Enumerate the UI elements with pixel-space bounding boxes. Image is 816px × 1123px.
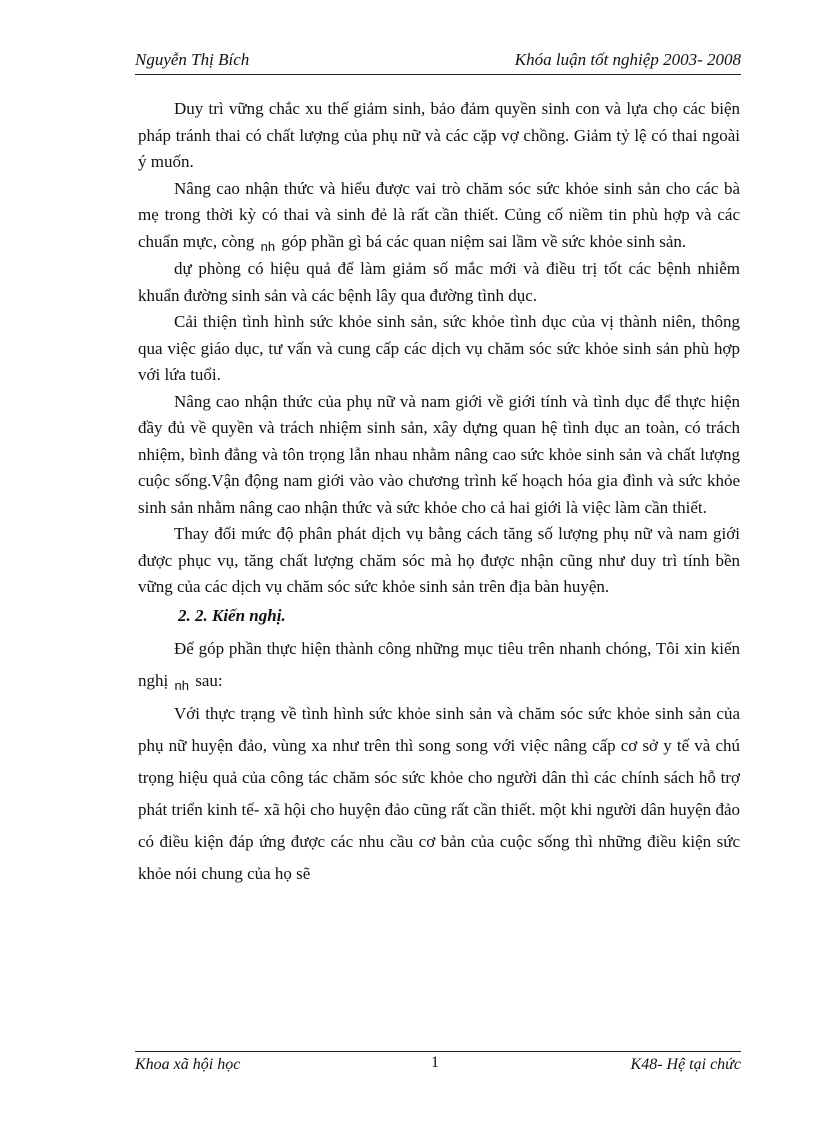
paragraph-2-nh: nh xyxy=(260,238,276,254)
header-author: Nguyễn Thị Bích xyxy=(135,50,250,69)
paragraph-2-part-b: góp phần gì bá các quan niệm sai lầm về sức khỏe sinh sản. xyxy=(281,231,687,251)
footer-class: K48- Hệ tại chức xyxy=(630,1056,741,1073)
footer-page-number: 1 xyxy=(431,1054,439,1071)
paragraph-2-part-a: Nâng cao nhận thức và hiểu được vai trò chăm sóc sức khỏe sinh sản cho các bà mẹ trong thời kỳ có thai và sinh đẻ là rất cần thiết. Củng cố niềm tin phù hợp và các chuẩn mực, còng xyxy=(138,178,740,251)
paragraph-7-part-a: Để góp phần thực hiện thành công những mục tiêu trên nhanh chóng, Tôi xin kiến nghị xyxy=(138,639,740,690)
paragraph-3: dự phòng có hiệu quả để làm giảm số mắc mới và điều trị tốt các bệnh nhiễm khuẩn đường sinh sản và các bệnh lây qua đường tình dục. xyxy=(138,259,740,305)
section-heading: 2. 2. Kiến nghị. xyxy=(178,605,286,625)
paragraph-2 xyxy=(138,176,740,257)
body-text xyxy=(138,96,740,890)
footer-faculty: Khoa xã hội học xyxy=(135,1056,241,1073)
paragraph-1: Duy trì vững chắc xu thế giảm sinh, bảo đảm quyền sinh con và lựa chọ các biện pháp tránh thai có chất lượng của phụ nữ và các cặp vợ chồng. Giảm tỷ lệ có thai ngoài ý muốn. xyxy=(138,99,740,171)
page-header xyxy=(135,48,741,75)
paragraph-7-nh: nh xyxy=(174,678,189,693)
paragraph-4: Cải thiện tình hình sức khỏe sinh sản, sức khỏe tình dục của vị thành niên, thông qua việc giáo dục, tư vấn và cung cấp các dịch vụ chăm sóc sức khỏe sinh sản phù hợp với lứa tuổi. xyxy=(138,312,740,384)
paragraph-5: Nâng cao nhận thức của phụ nữ và nam giới về giới tính và tình dục để thực hiện đầy đủ về quyền và trách nhiệm sinh sản, xây dựng quan hệ tình dục an toàn, có trách nhiệm, bình đẳng và tôn trọng lẫn nhau nhằm nâng cao sức khỏe sinh sản và chất lượng cuộc sống.Vận động nam giới vào vào chương trình kế hoạch hóa gia đình và sức khỏe sinh sản nhằm nâng cao nhận thức và sức khỏe cho cả hai giới là việc làm cần thiết. xyxy=(138,391,740,517)
header-title: Khóa luận tốt nghiệp 2003- 2008 xyxy=(514,50,741,69)
paragraph-7-part-b: sau: xyxy=(195,671,223,690)
paragraph-8: Với thực trạng về tình hình sức khỏe sinh sản và chăm sóc sức khỏe sinh sản của phụ nữ huyện đảo, vùng xa như trên thì song song với việc nâng cấp cơ sở y tế và chú trọng hiệu quả của công tác chăm sóc sức khỏe cho người dân thì các chính sách hỗ trợ phát triển kinh tế- xã hội cho huyện đảo cũng rất cần thiết. một khi người dân huyện đảo có điều kiện đáp ứng được các nhu cầu cơ bản của cuộc sống thì những điều kiện sức khỏe nói chung của họ sẽ xyxy=(138,704,740,883)
paragraph-7 xyxy=(138,633,740,698)
page-footer xyxy=(135,1051,741,1078)
paragraph-6: Thay đổi mức độ phân phát dịch vụ bằng cách tăng số lượng phụ nữ và nam giới được phục vụ, tăng chất lượng chăm sóc mà họ được nhận cũng như duy trì tính bền vững của các dịch vụ chăm sóc sức khỏe sinh sản trên địa bàn huyện. xyxy=(138,524,740,596)
